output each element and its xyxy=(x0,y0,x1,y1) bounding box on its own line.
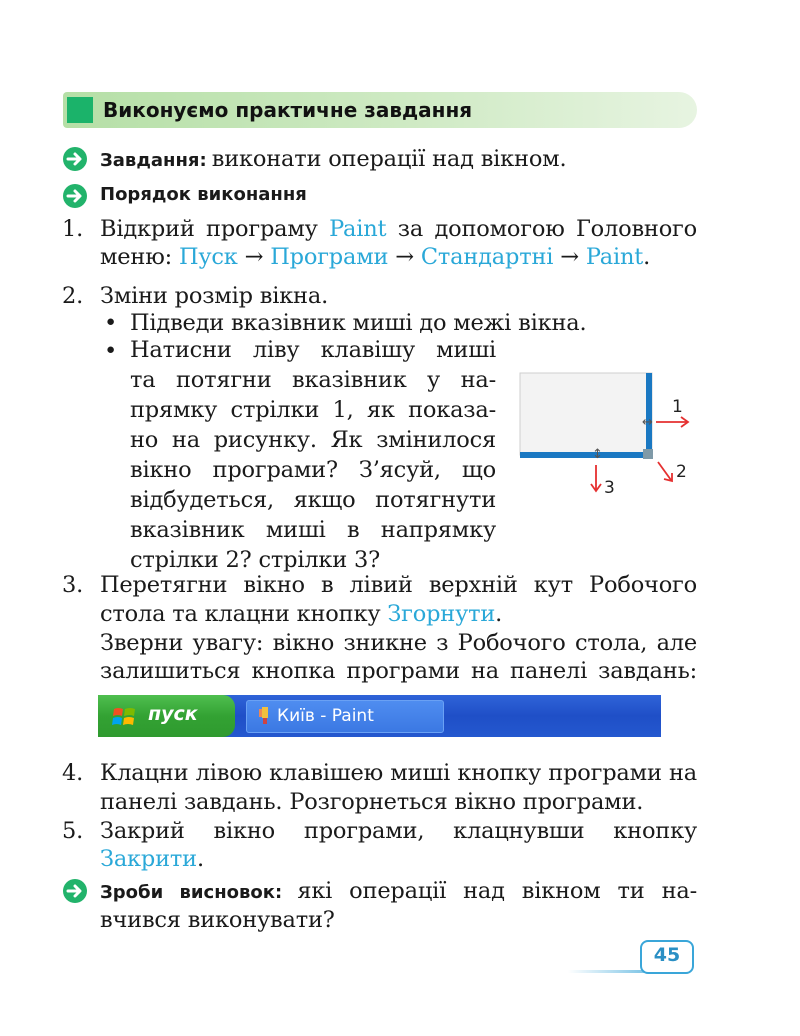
figure-label-1: 1 xyxy=(672,397,683,417)
menu-paint-link: Paint xyxy=(585,244,644,270)
page-number: 45 xyxy=(653,944,681,966)
bullet-dot: • xyxy=(104,338,118,364)
windows-logo-icon xyxy=(112,705,138,729)
bullet2-line: прямку стрілки 1, як показа- xyxy=(130,397,496,423)
menu-standard-link: Стандартні xyxy=(420,244,554,270)
step-number: 1. xyxy=(62,216,84,242)
path-arrow: → xyxy=(244,244,264,270)
step2-bullet1: Підведи вказівник миші до межі вікна. xyxy=(130,310,587,336)
window-client-area xyxy=(520,373,652,455)
window-resize-figure xyxy=(515,370,700,495)
paint-link: Paint xyxy=(329,216,387,242)
step3-line4: залишиться кнопка програми на панелі завдань: xyxy=(100,658,697,684)
bullet2-line: та потягни вказівник у на- xyxy=(130,367,496,393)
task-text: виконати операції над вікном. xyxy=(211,146,567,172)
step-number: 3. xyxy=(62,572,84,598)
step1-text: за допомогою Головного xyxy=(397,216,697,242)
bullet2-line: відбудеться, якщо потягнути xyxy=(130,487,496,513)
task-label: Завдання: xyxy=(100,150,207,171)
bullet2-line: стрілки 2? стрілки 3? xyxy=(130,547,381,573)
step3-text: стола та клацни кнопку xyxy=(100,601,381,627)
bullet-dot: • xyxy=(104,310,118,336)
step3-line3: Зверни увагу: вікно зникне з Робочого стола, але xyxy=(100,630,697,656)
taskbar-button-label: Київ - Paint xyxy=(277,706,374,726)
figure-label-2: 2 xyxy=(676,462,687,482)
step2-bullet2 xyxy=(130,335,496,575)
header-square-icon xyxy=(67,97,93,123)
step-number: 2. xyxy=(62,283,84,309)
menu-programs-link: Програми xyxy=(270,244,389,270)
bullet2-line: но на рисунку. Як змінилося xyxy=(130,427,496,453)
conclusion-label: Зроби висновок: xyxy=(100,882,283,903)
conclusion-text: які операції над вікном ти на- xyxy=(297,878,697,904)
step-number: 4. xyxy=(62,760,84,786)
bullet2-line: Натисни ліву клавішу миші xyxy=(130,337,496,363)
arrow-circle-icon xyxy=(62,878,88,904)
arrow-circle-icon xyxy=(62,146,88,172)
step-number: 5. xyxy=(62,818,84,844)
step5-line2 xyxy=(100,843,204,876)
resize-grip-icon xyxy=(643,449,653,459)
period: . xyxy=(643,244,651,270)
step5-line1: Закрий вікно програми, клацнувши кнопку xyxy=(100,818,697,844)
step3-line1: Перетягни вікно в лівий верхній кут Робочого xyxy=(100,572,697,598)
arrow-diagonal-icon xyxy=(658,462,671,480)
period: . xyxy=(196,846,204,872)
minimize-link: Згорнути xyxy=(387,601,496,627)
section-title: Виконуємо практичне завдання xyxy=(103,98,473,122)
conclusion-line2: вчився виконувати? xyxy=(100,907,335,933)
step1-text: меню: xyxy=(100,244,172,270)
step2-title: Зміни розмір вікна. xyxy=(100,283,329,309)
step1-text: Відкрий програму xyxy=(100,216,318,242)
arrow-circle-icon xyxy=(62,183,88,209)
path-arrow: → xyxy=(560,244,579,270)
menu-start-link: Пуск xyxy=(178,244,238,270)
paint-app-icon xyxy=(257,706,273,726)
path-arrow: → xyxy=(395,244,414,270)
period: . xyxy=(495,601,503,627)
bullet2-line: вказівник миші в напрямку xyxy=(130,517,496,543)
procedure-label: Порядок виконання xyxy=(100,184,307,205)
cursor-horizontal-icon: ↔ xyxy=(642,415,653,430)
start-label: пуск xyxy=(148,703,198,725)
step4-line2: панелі завдань. Розгорнеться вікно програми. xyxy=(100,789,644,815)
step4-line1: Клацни лівою клавішею миші кнопку програми на xyxy=(100,760,697,786)
cursor-vertical-icon: ↕ xyxy=(592,447,603,462)
task-line xyxy=(100,143,566,176)
close-link: Закрити xyxy=(100,846,197,872)
figure-label-3: 3 xyxy=(604,478,615,498)
bullet2-line: вікно програми? З’ясуй, що xyxy=(130,457,496,483)
step1-line2 xyxy=(100,241,650,274)
